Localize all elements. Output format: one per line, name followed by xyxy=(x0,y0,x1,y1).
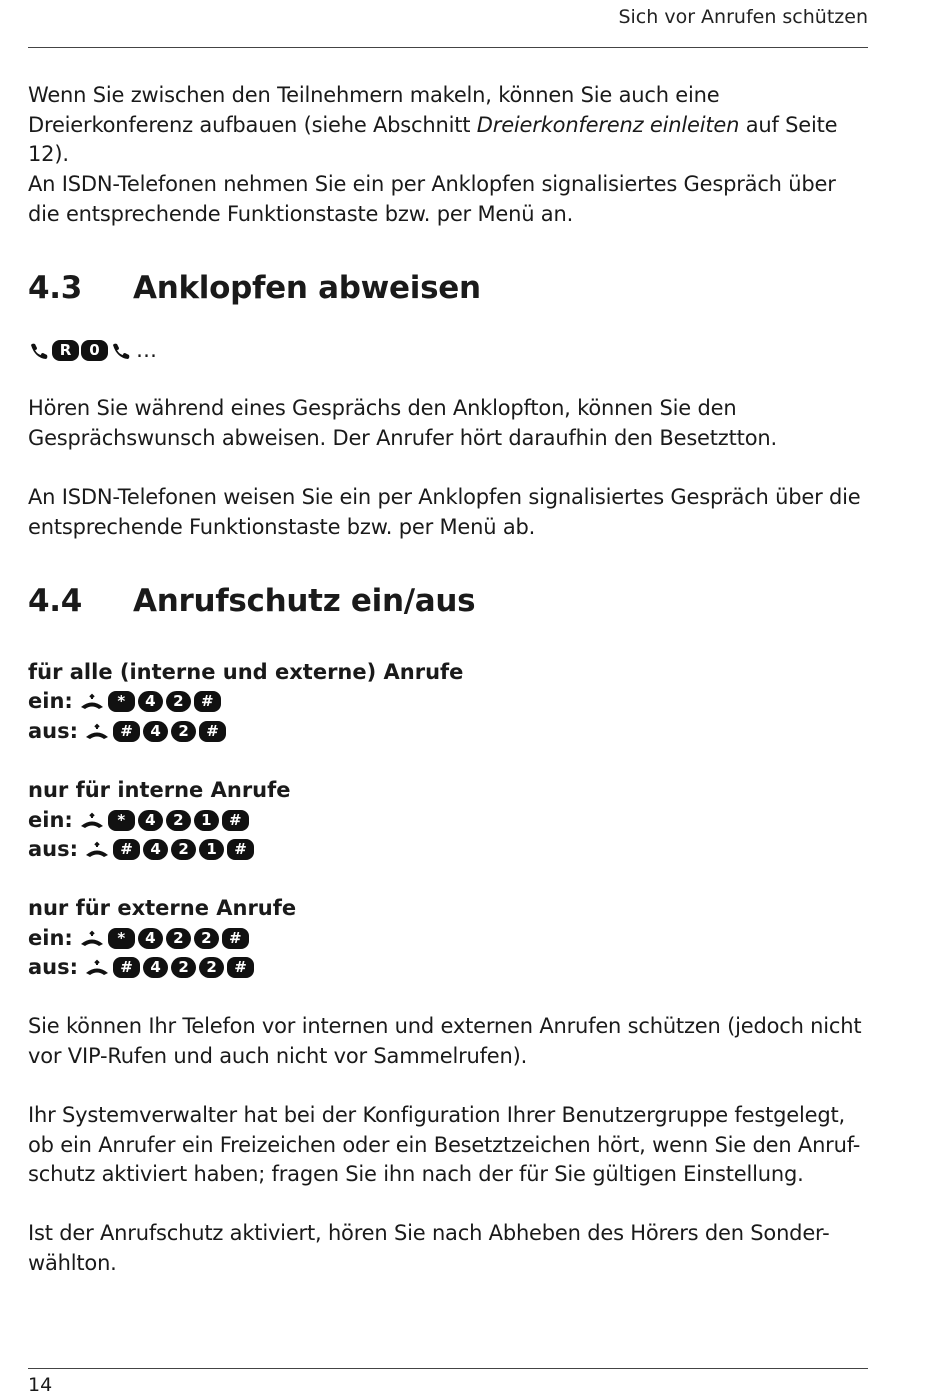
reject-key-sequence xyxy=(28,336,157,366)
group-heading-internal: nur für interne Anrufe xyxy=(28,778,291,802)
paragraph-reject: Hören Sie während eines Gesprächs den Anklopfton, können Sie den Gesprächswunsch abweisen. Der Anrufer hört daraufhin den Besetztton. xyxy=(28,396,777,450)
key-hash: # xyxy=(222,810,249,831)
key-1: 1 xyxy=(194,810,219,831)
page-number: 14 xyxy=(28,1374,53,1396)
group-heading-all: für alle (interne und externe) Anrufe xyxy=(28,660,464,684)
paragraph-admin-setting: Ihr Systemverwalter hat bei der Konfiguration Ihrer Benutzergruppe festgelegt, ob ein Anrufer ein Freizeichen oder ein Besetztzeichen hört, wenn Sie den Anruf-schutz aktiviert haben; fragen Sie ihn nach der für Sie gültigen Einstellung. xyxy=(28,1103,861,1186)
code-label: aus: xyxy=(28,719,79,743)
section-number: 4.4 xyxy=(28,583,83,619)
paragraph-conference xyxy=(28,81,868,170)
key-hash: # xyxy=(227,839,254,860)
key-2: 2 xyxy=(194,928,219,949)
paragraph-text: Wenn Sie zwischen den Teilnehmern makeln, können Sie auch eine Dreierkonferenz aufbauen (siehe Abschnitt xyxy=(28,83,720,137)
paragraph-protection-scope: Sie können Ihr Telefon vor internen und externen Anrufen schützen (jedoch nicht vor VIP-Rufen und auch nicht vor Sammelrufen). xyxy=(28,1014,862,1068)
handset-lift-icon xyxy=(84,956,110,980)
paragraph-isdn-reject: An ISDN-Telefonen weisen Sie ein per Anklopfen signalisiertes Gespräch über die entsprechende Funktionstaste bzw. per Menü ab. xyxy=(28,485,861,539)
code-line-external-off xyxy=(28,953,254,983)
key-star: * xyxy=(108,928,135,949)
cross-reference: Dreierkonferenz einleiten xyxy=(476,112,740,137)
key-hash: # xyxy=(199,721,226,742)
key-star: * xyxy=(108,691,135,712)
key-4: 4 xyxy=(143,957,168,978)
code-line-internal-on xyxy=(28,806,249,836)
paragraph-text: auf Seite 12). xyxy=(28,112,838,166)
code-label: ein: xyxy=(28,808,73,832)
code-label: aus: xyxy=(28,955,79,979)
handset-lift-icon xyxy=(84,838,110,862)
section-heading-4-3 xyxy=(28,270,481,306)
section-title: Anrufschutz ein/aus xyxy=(133,583,476,619)
key-star: * xyxy=(108,810,135,831)
key-2: 2 xyxy=(166,691,191,712)
paragraph-special-tone: Ist der Anrufschutz aktiviert, hören Sie nach Abheben des Hörers den Sonder-wählton. xyxy=(28,1221,830,1275)
section-heading-4-4 xyxy=(28,583,475,619)
key-r: R xyxy=(52,340,79,361)
key-2: 2 xyxy=(171,839,196,860)
key-0: 0 xyxy=(81,340,108,361)
code-label: ein: xyxy=(28,689,73,713)
section-number: 4.3 xyxy=(28,270,83,306)
handset-lift-icon xyxy=(84,720,110,744)
header-rule xyxy=(28,47,868,48)
handset-lift-icon xyxy=(79,927,105,951)
key-4: 4 xyxy=(138,691,163,712)
code-label: ein: xyxy=(28,926,73,950)
code-line-all-off xyxy=(28,717,226,747)
code-line-external-on xyxy=(28,924,249,954)
handset-lift-icon xyxy=(79,809,105,833)
code-line-internal-off xyxy=(28,835,254,865)
key-hash: # xyxy=(113,721,140,742)
paragraph-isdn-accept: An ISDN-Telefonen nehmen Sie ein per Anklopfen signalisiertes Gespräch über die entsprechende Funktionstaste bzw. per Menü an. xyxy=(28,172,836,226)
code-line-all-on xyxy=(28,687,221,717)
key-hash: # xyxy=(222,928,249,949)
running-header: Sich vor Anrufen schützen xyxy=(618,6,868,28)
footer-rule xyxy=(28,1368,868,1369)
key-4: 4 xyxy=(143,721,168,742)
section-title: Anklopfen abweisen xyxy=(133,270,481,306)
key-4: 4 xyxy=(138,810,163,831)
key-2: 2 xyxy=(171,721,196,742)
handset-talking-icon xyxy=(28,339,50,363)
key-hash: # xyxy=(194,691,221,712)
key-2: 2 xyxy=(199,957,224,978)
key-2: 2 xyxy=(171,957,196,978)
handset-talking-icon xyxy=(110,339,132,363)
code-label: aus: xyxy=(28,837,79,861)
key-hash: # xyxy=(113,839,140,860)
document-page xyxy=(28,0,868,1395)
key-4: 4 xyxy=(138,928,163,949)
ellipsis: … xyxy=(136,338,157,362)
handset-lift-icon xyxy=(79,690,105,714)
key-1: 1 xyxy=(199,839,224,860)
key-hash: # xyxy=(227,957,254,978)
key-2: 2 xyxy=(166,810,191,831)
key-4: 4 xyxy=(143,839,168,860)
key-2: 2 xyxy=(166,928,191,949)
group-heading-external: nur für externe Anrufe xyxy=(28,896,297,920)
key-hash: # xyxy=(113,957,140,978)
